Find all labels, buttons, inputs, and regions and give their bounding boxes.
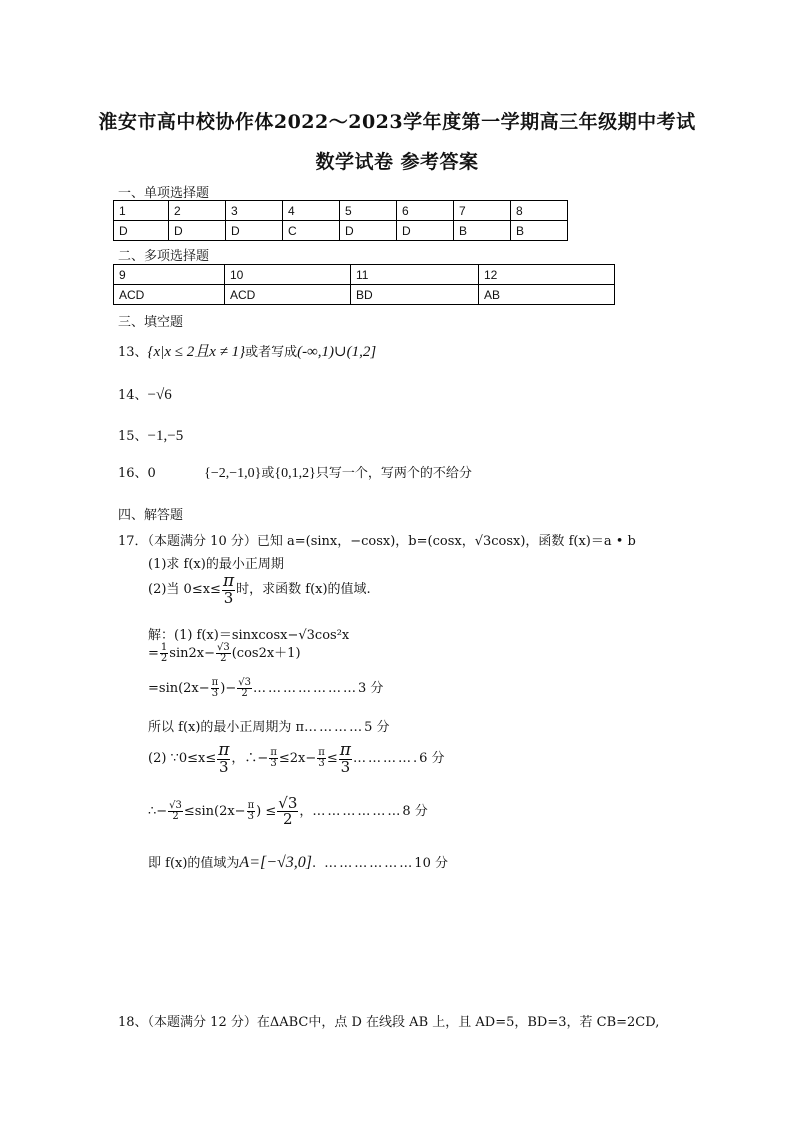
leader-dots: . ……………… xyxy=(312,856,415,871)
fraction-sqrt3-over-2 xyxy=(216,643,231,664)
table-cell: 9 xyxy=(114,265,225,285)
frac-num: π xyxy=(222,571,235,591)
frac-num: π xyxy=(339,740,351,760)
table-cell: D xyxy=(114,221,169,241)
fraction-pi-over-3 xyxy=(211,678,220,699)
table-cell: 2 xyxy=(169,201,226,221)
sol5-mid1: ，∴− xyxy=(231,751,269,766)
table-cell: 4 xyxy=(283,201,340,221)
table-cell: 8 xyxy=(511,201,568,221)
section-fill-blank: 三、填空题 xyxy=(118,315,184,330)
sol-line-5 xyxy=(148,742,445,775)
sol-line-1: 解：(1) f(x)＝sinxcosx−√3cos²x xyxy=(148,628,350,643)
range-set: A=[−√3,0] xyxy=(239,854,313,871)
table-cell: B xyxy=(511,221,568,241)
table-header-row xyxy=(114,201,568,221)
q17-part2-pre: (2)当 0≤x≤ xyxy=(148,582,221,597)
table-header-row xyxy=(114,265,615,285)
frac-den: 3 xyxy=(340,758,351,776)
fraction-half xyxy=(160,643,168,664)
sol6-mid2: ) ≤ xyxy=(256,804,277,819)
table-cell: 6 xyxy=(397,201,454,221)
sol5-mid3: ≤ xyxy=(326,751,338,766)
score-8: 8 分 xyxy=(402,804,428,819)
q17-part1: (1)求 f(x)的最小正周期 xyxy=(148,557,284,572)
frac-den: 2 xyxy=(283,810,293,828)
frac-num: √3 xyxy=(216,642,230,653)
sol2-mid: sin2x− xyxy=(169,646,215,661)
fraction-pi-over-3 xyxy=(339,742,352,775)
frac-num: 1 xyxy=(160,642,168,653)
q16-number: 16、 xyxy=(118,466,148,481)
table-cell: 11 xyxy=(351,265,479,285)
sol7-pre: 即 f(x)的值域为 xyxy=(148,856,240,871)
table-cell: 5 xyxy=(340,201,397,221)
q17-part2-post: 时，求函数 f(x)的值域. xyxy=(236,582,371,597)
q15-number: 15、 xyxy=(118,429,148,444)
q16-value-a: 0 xyxy=(147,466,156,481)
fraction-sqrt3-over-2 xyxy=(277,796,298,827)
q18-stem: 18、（本题满分 12 分）在ΔABC中，点 D 在线段 AB 上，且 AD=5，BD=3，若 CB=2CD, xyxy=(118,1015,660,1030)
table-cell: D xyxy=(397,221,454,241)
sol6-pre: ∴− xyxy=(148,804,168,819)
score-3: 3 分 xyxy=(357,681,384,696)
section-solution: 四、解答题 xyxy=(118,508,184,523)
frac-den: 3 xyxy=(223,589,234,607)
sol4-text: 所以 f(x)的最小正周期为 π xyxy=(148,720,305,735)
table-cell: B xyxy=(454,221,511,241)
sol-line-7 xyxy=(148,852,448,872)
leader-dots: ………… xyxy=(304,720,365,735)
frac-num: √3 xyxy=(278,794,298,812)
table-cell: BD xyxy=(351,285,479,305)
table-cell: 7 xyxy=(454,201,511,221)
fraction-sqrt3-over-2 xyxy=(168,801,183,822)
single-choice-table xyxy=(113,200,568,241)
frac-num: π xyxy=(218,740,230,760)
sol-line-2 xyxy=(148,642,301,664)
table-cell: 1 xyxy=(114,201,169,221)
frac-den: 3 xyxy=(219,758,229,776)
frac-num: √3 xyxy=(238,677,251,688)
q17-stem: 17．（本题满分 10 分）已知 a=(sinx，−cosx)，b=(cosx，√3cosx)，函数 f(x)＝a • b xyxy=(118,534,636,549)
table-row xyxy=(114,221,568,241)
fraction-pi-over-3 xyxy=(247,801,256,822)
sol6-post: ， xyxy=(299,804,313,819)
frac-num: π xyxy=(318,747,325,758)
table-cell: 3 xyxy=(226,201,283,221)
q15-answer xyxy=(118,425,183,445)
score-5: 5 分 xyxy=(364,720,390,735)
frac-num: π xyxy=(211,677,219,688)
table-cell: AB xyxy=(479,285,615,305)
frac-num: π xyxy=(247,800,255,811)
q13-set: {x|x ≤ 2且x ≠ 1} xyxy=(147,344,246,360)
table-cell: D xyxy=(226,221,283,241)
frac-den: 3 xyxy=(247,811,255,822)
q14-number: 14、 xyxy=(118,388,148,403)
q13-interval: (-∞,1)∪(1,2] xyxy=(297,344,377,360)
q13-or: 或者写成 xyxy=(245,345,298,360)
section-multi-choice: 二、多项选择题 xyxy=(118,249,210,264)
sol5-mid2: ≤2x− xyxy=(278,751,317,766)
sol-line-4 xyxy=(148,716,390,735)
q16-or: 或 xyxy=(261,466,275,481)
table-cell: D xyxy=(340,221,397,241)
table-cell: 10 xyxy=(225,265,351,285)
frac-den: 2 xyxy=(241,688,248,699)
leader-dots: ………………… xyxy=(252,681,358,696)
sol2-eq: = xyxy=(148,646,159,661)
leader-dots: ……………… xyxy=(312,804,403,819)
section-single-choice: 一、单项选择题 xyxy=(118,186,210,201)
q15-value: −1,−5 xyxy=(147,428,184,444)
q16-answer xyxy=(118,462,472,482)
fraction-pi-over-3 xyxy=(317,748,326,769)
q13-number: 13、 xyxy=(118,345,148,360)
q14-value: −√6 xyxy=(147,387,172,403)
q16-value-b: {−2,−1,0} xyxy=(204,466,262,481)
q14-answer xyxy=(118,384,172,404)
frac-den: 3 xyxy=(211,688,219,699)
frac-den: 3 xyxy=(270,758,277,769)
score-6: 6 分 xyxy=(419,751,445,766)
fraction-pi-over-3 xyxy=(217,742,230,775)
table-cell: D xyxy=(169,221,226,241)
frac-den: 2 xyxy=(220,653,227,664)
frac-den: 2 xyxy=(160,653,168,664)
q16-note: 只写一个，写两个的不给分 xyxy=(315,466,472,481)
table-cell: ACD xyxy=(114,285,225,305)
exam-title: 淮安市高中校协作体2022～2023学年度第一学期高三年级期中考试 xyxy=(98,111,696,133)
sol-line-3 xyxy=(148,677,383,699)
sol3-pre: =sin(2x− xyxy=(148,681,210,696)
multi-choice-table xyxy=(113,264,615,305)
table-cell: ACD xyxy=(225,285,351,305)
sol2-post: (cos2x＋1) xyxy=(231,646,301,661)
frac-den: 2 xyxy=(172,811,179,822)
table-row xyxy=(114,285,615,305)
sol-line-6 xyxy=(148,796,428,827)
fraction-pi-over-3 xyxy=(269,748,278,769)
fraction-sqrt3-over-2 xyxy=(237,678,252,699)
score-10: 10 分 xyxy=(414,856,448,871)
sol6-mid: ≤sin(2x− xyxy=(183,804,246,819)
frac-num: π xyxy=(270,747,277,758)
frac-den: 3 xyxy=(318,758,325,769)
frac-num: √3 xyxy=(169,800,182,811)
answer-key-title: 数学试卷 参考答案 xyxy=(315,151,479,173)
q13-answer xyxy=(118,340,376,361)
q16-value-c: {0,1,2} xyxy=(274,466,316,481)
q17-part2 xyxy=(148,573,371,606)
table-cell: C xyxy=(283,221,340,241)
sol5-pre: (2) ∵0≤x≤ xyxy=(148,751,217,766)
table-cell: 12 xyxy=(479,265,615,285)
leader-dots: …………. xyxy=(352,751,420,766)
fraction-pi-over-3 xyxy=(222,573,235,606)
sol3-mid: )− xyxy=(220,681,237,696)
